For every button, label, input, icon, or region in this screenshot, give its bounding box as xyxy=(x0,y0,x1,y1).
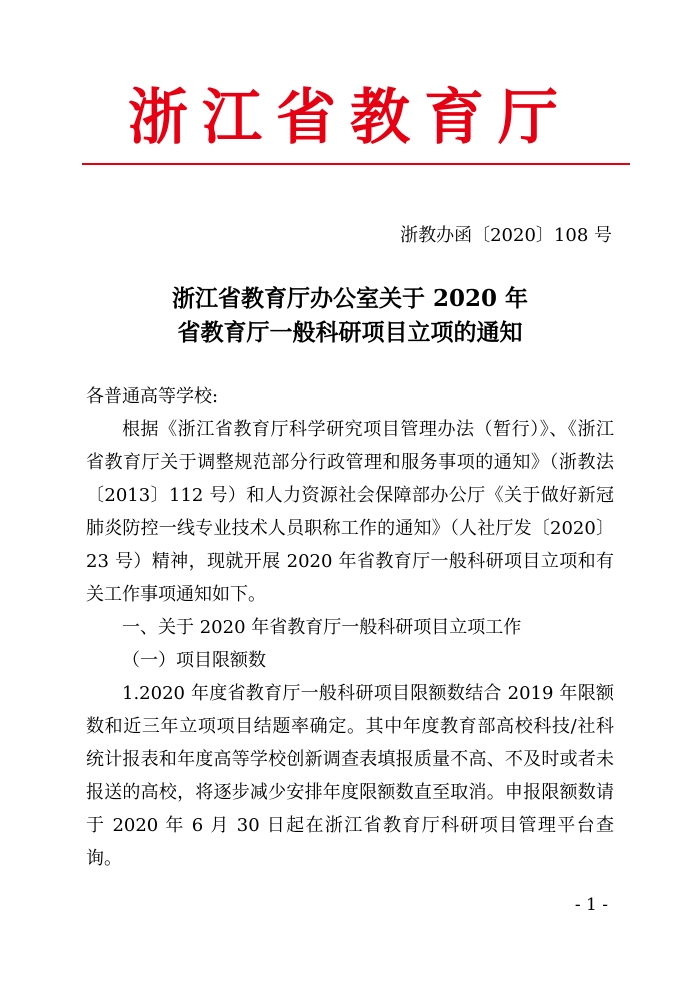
section-heading-1: 一、关于 2020 年省教育厅一般科研项目立项工作 xyxy=(122,617,522,638)
masthead-org-name: 浙江省教育厅 xyxy=(128,83,572,153)
document-number: 浙教办函〔2020〕108 号 xyxy=(400,225,612,246)
document-title-line-1: 浙江省教育厅办公室关于 2020 年 xyxy=(171,285,529,312)
subsection-heading-1: （一）项目限额数 xyxy=(122,650,266,671)
addressee: 各普通高等学校: xyxy=(86,386,219,407)
masthead-red-rule xyxy=(82,163,630,165)
document-body xyxy=(86,380,614,875)
paragraph-intro: 根据《浙江省教育厅科学研究项目管理办法（暂行）》、《浙江省教育厅关于调整规范部分行政管理和服务事项的通知》（浙教法〔2013〕112 号）和人力资源社会保障部办公厅《关于做好新冠肺炎防控一线专业技术人员职称工作的通知》（人社厅发〔2020〕23 号）精神，现就开展 2020 年省教育厅一般科研项目立项和有关工作事项通知如下。 xyxy=(86,419,614,605)
paragraph-quota: 1.2020 年度省教育厅一般科研项目限额数结合 2019 年限额数和近三年立项项目结题率确定。其中年度教育部高校科技/社科统计报表和年度高等学校创新调查表填报质量不高、不及时或者未报送的高校，将逐步减少安排年度限额数直至取消。申报限额数请于 2020 年 6 月 30 日起在浙江省教育厅科研项目管理平台查询。 xyxy=(86,683,614,869)
page-number: - 1 - xyxy=(574,895,608,915)
document-title-line-2: 省教育厅一般科研项目立项的通知 xyxy=(177,319,523,346)
